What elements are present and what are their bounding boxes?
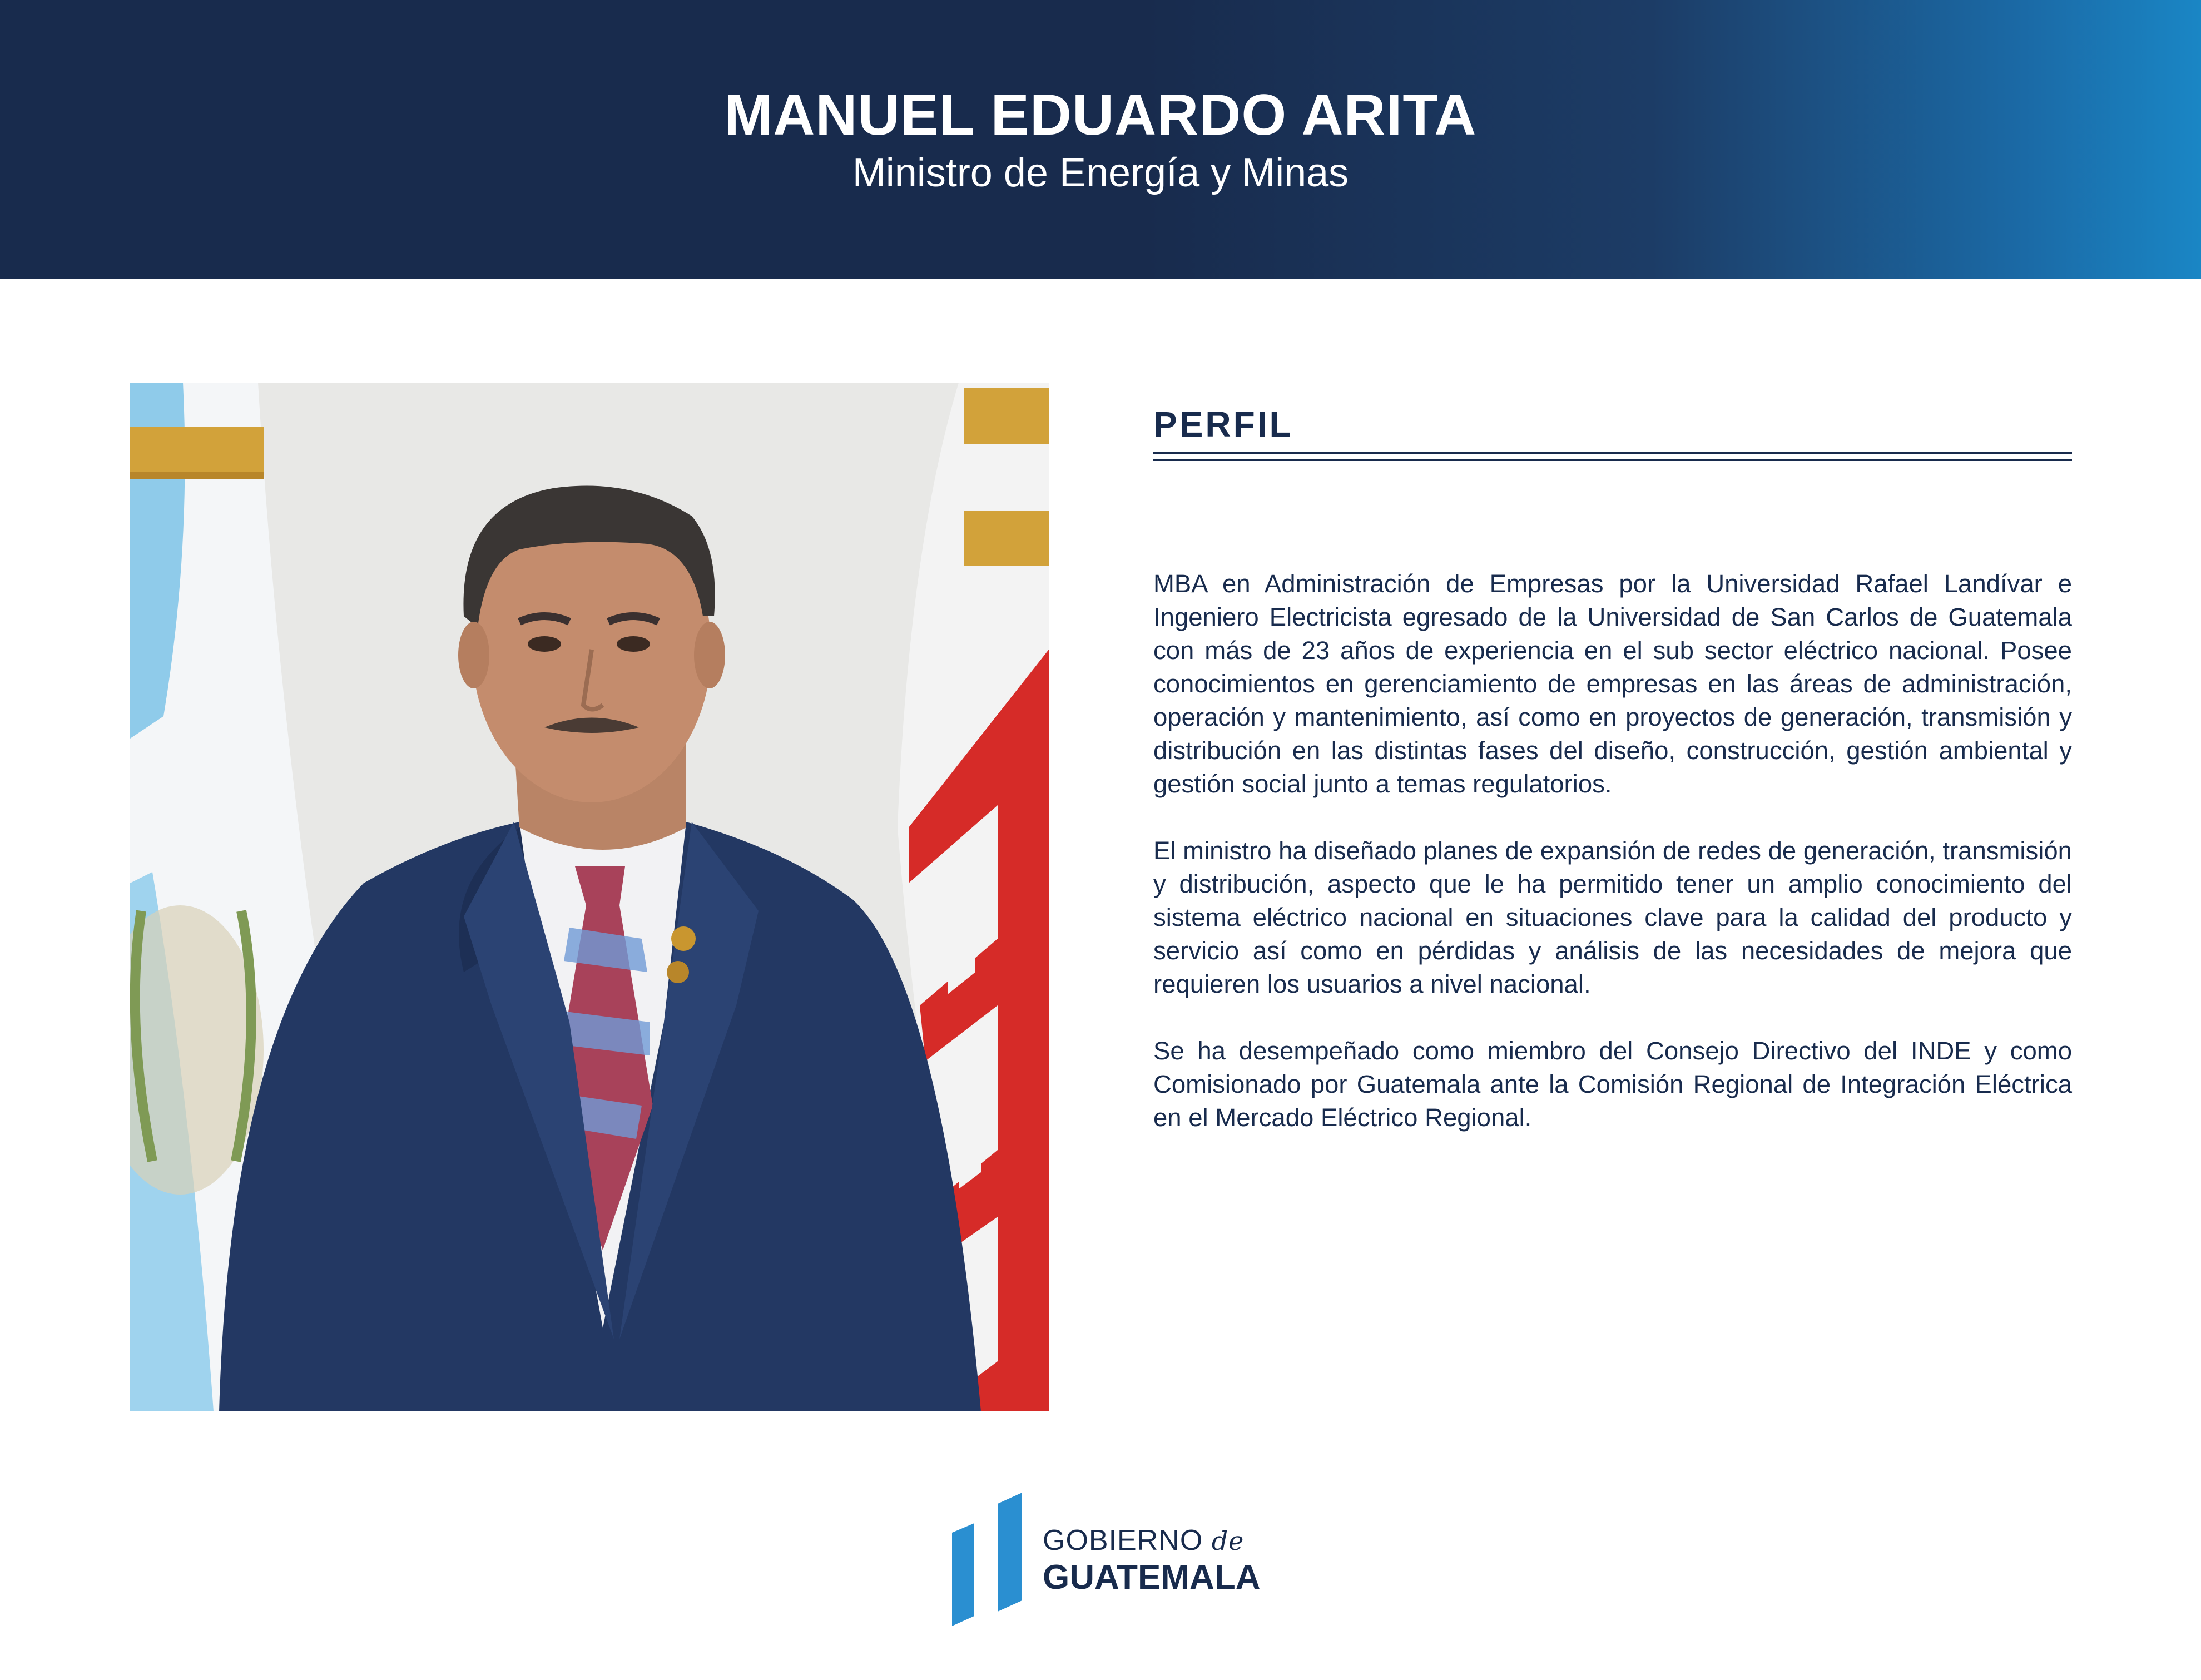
bio-paragraph: Se ha desempeñado como miembro del Consejo Directivo del INDE y como Comisionado por Guatemala ante la Comisión Regional de Integración Eléctrica en el Mercado Eléctrico Regional. xyxy=(1153,1037,2072,1132)
minister-title: Ministro de Energía y Minas xyxy=(852,151,1349,195)
bio-paragraph: MBA en Administración de Empresas por la Universidad Rafael Landívar e Ingeniero Electricista egresado de la Universidad de San Carlos de Guatemala con más de 23 años de experiencia en el sub sector eléctrico nacional. Posee conocimientos en gerenciamiento de empresas en las áreas de administración, operación y mantenimiento, así como en proyectos de generación, transmisión y distribución en las distintas fases del diseño, construcción, gestión ambiental y gestión social junto a temas regulatorios. xyxy=(1153,569,2072,798)
portrait-photo xyxy=(130,383,1049,1411)
minister-name: MANUEL EDUARDO ARITA xyxy=(724,83,1477,147)
gobierno-guatemala-logo xyxy=(952,1493,1263,1626)
bio-paragraph: El ministro ha diseñado planes de expansión de redes de generación, transmisión y distribución, aspecto que le ha permitido tener un amplio conocimiento del sistema eléctrico nacional en situaciones clave para la calidad del producto y servicio así como en pérdidas y análisis de las necesidades de mejora que requieren los usuarios a nivel nacional. xyxy=(1153,836,2072,998)
logo-text-gobierno: GOBIERNO xyxy=(1043,1524,1203,1557)
section-title-perfil: PERFIL xyxy=(1153,404,1293,444)
section-divider xyxy=(1153,452,2072,454)
header-banner xyxy=(0,0,2201,279)
logo-text-guatemala: GUATEMALA xyxy=(1043,1558,1261,1597)
columns-logo-icon xyxy=(952,1493,1030,1626)
section-divider-secondary xyxy=(1153,459,2072,461)
logo-text-de: de xyxy=(1211,1526,1245,1556)
profile-bio xyxy=(1153,567,2072,1168)
